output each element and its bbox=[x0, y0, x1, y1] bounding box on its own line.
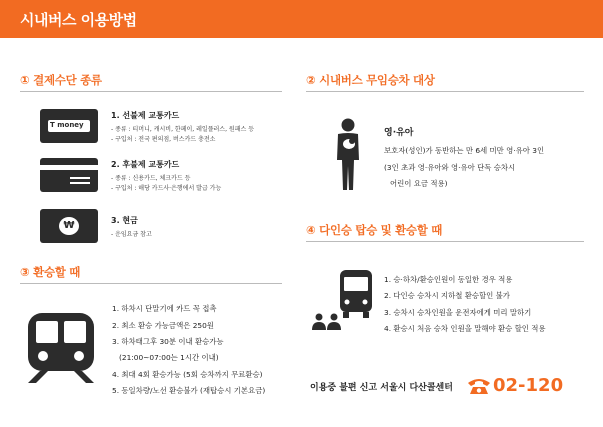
prepaid-card-desc-2: - 구입처 : 전국 편의점, 버스카드 충전소 bbox=[111, 136, 216, 143]
cash-desc: - 운임요금 참고 bbox=[111, 231, 152, 238]
header-bar bbox=[0, 0, 603, 38]
postpaid-card-desc-2: - 구입처 : 해당 카드사·은행에서 발급 가능 bbox=[111, 185, 222, 192]
divider bbox=[306, 241, 584, 242]
section-title-transfer: ③ 환승할 때 bbox=[20, 265, 81, 279]
credit-card-icon bbox=[40, 158, 98, 192]
section-title-payment: ① 결제수단 종류 bbox=[20, 73, 102, 87]
cash-title: 3. 현금 bbox=[111, 216, 138, 225]
prepaid-card-icon: T money bbox=[40, 109, 98, 143]
people-icon bbox=[312, 313, 342, 331]
section-title-group: ④ 다인승 탑승 및 환승할 때 bbox=[306, 223, 443, 237]
bus-icon bbox=[339, 270, 373, 318]
section-title-free-ride: ② 시내버스 무임승차 대상 bbox=[306, 73, 435, 87]
free-ride-line-3: 어린이 요금 적용) bbox=[390, 179, 448, 188]
transfer-rule-5: 5. 동일차량/노선 환승불가 (재탑승시 기본요금) bbox=[112, 386, 266, 395]
divider bbox=[20, 283, 282, 284]
complaint-text: 이용중 불편 신고 서울시 다산콜센터 bbox=[310, 383, 453, 393]
page-title: 시내버스 이용방법 bbox=[20, 11, 137, 29]
transfer-rule-3: 3. 하차태그후 30분 이내 환승가능 bbox=[112, 337, 224, 346]
cash-icon: ₩ bbox=[40, 209, 98, 243]
parent-with-baby-icon bbox=[333, 118, 363, 190]
postpaid-card-desc-1: - 종류 : 신용카드, 체크카드 등 bbox=[111, 175, 191, 182]
transfer-rule-4: 4. 최대 4회 환승가능 (5회 승차까지 무료환승) bbox=[112, 370, 263, 379]
group-rule-3: 3. 승차시 승차인원을 운전자에게 미리 말하기 bbox=[384, 308, 532, 317]
transfer-rule-1: 1. 하차시 단말기에 카드 꼭 접촉 bbox=[112, 304, 217, 313]
free-ride-line-2: (3인 초과 영·유아와 영·유아 단독 승차시 bbox=[384, 163, 516, 172]
divider bbox=[20, 91, 282, 92]
phone-number: 02-120 bbox=[493, 375, 564, 396]
group-rule-4: 4. 환승시 처음 승차 인원을 말해야 환승 할인 적용 bbox=[384, 324, 546, 333]
postpaid-card-title: 2. 후불제 교통카드 bbox=[111, 160, 180, 169]
transfer-rule-3-note: (21:00~07:00는 1시간 이내) bbox=[119, 353, 219, 362]
phone-icon bbox=[467, 377, 491, 395]
free-ride-subtitle: 영·유아 bbox=[384, 128, 414, 138]
free-ride-line-1: 보호자(성인)가 동반하는 만 6세 미만 영·유아 3인 bbox=[384, 146, 545, 155]
group-rule-1: 1. 승·하차/환승인원이 동일한 경우 적용 bbox=[384, 275, 513, 284]
divider bbox=[306, 91, 584, 92]
subway-icon bbox=[26, 313, 96, 383]
transfer-rule-2: 2. 최소 환승 가능금액은 250원 bbox=[112, 321, 214, 330]
prepaid-card-title: 1. 선불제 교통카드 bbox=[111, 111, 180, 120]
group-rule-2: 2. 다인승 승차시 지하철 환승할인 불가 bbox=[384, 291, 510, 300]
prepaid-card-desc-1: - 종류 : 티머니, 캐시비, 한페이, 레일플러스, 원패스 등 bbox=[111, 126, 254, 133]
